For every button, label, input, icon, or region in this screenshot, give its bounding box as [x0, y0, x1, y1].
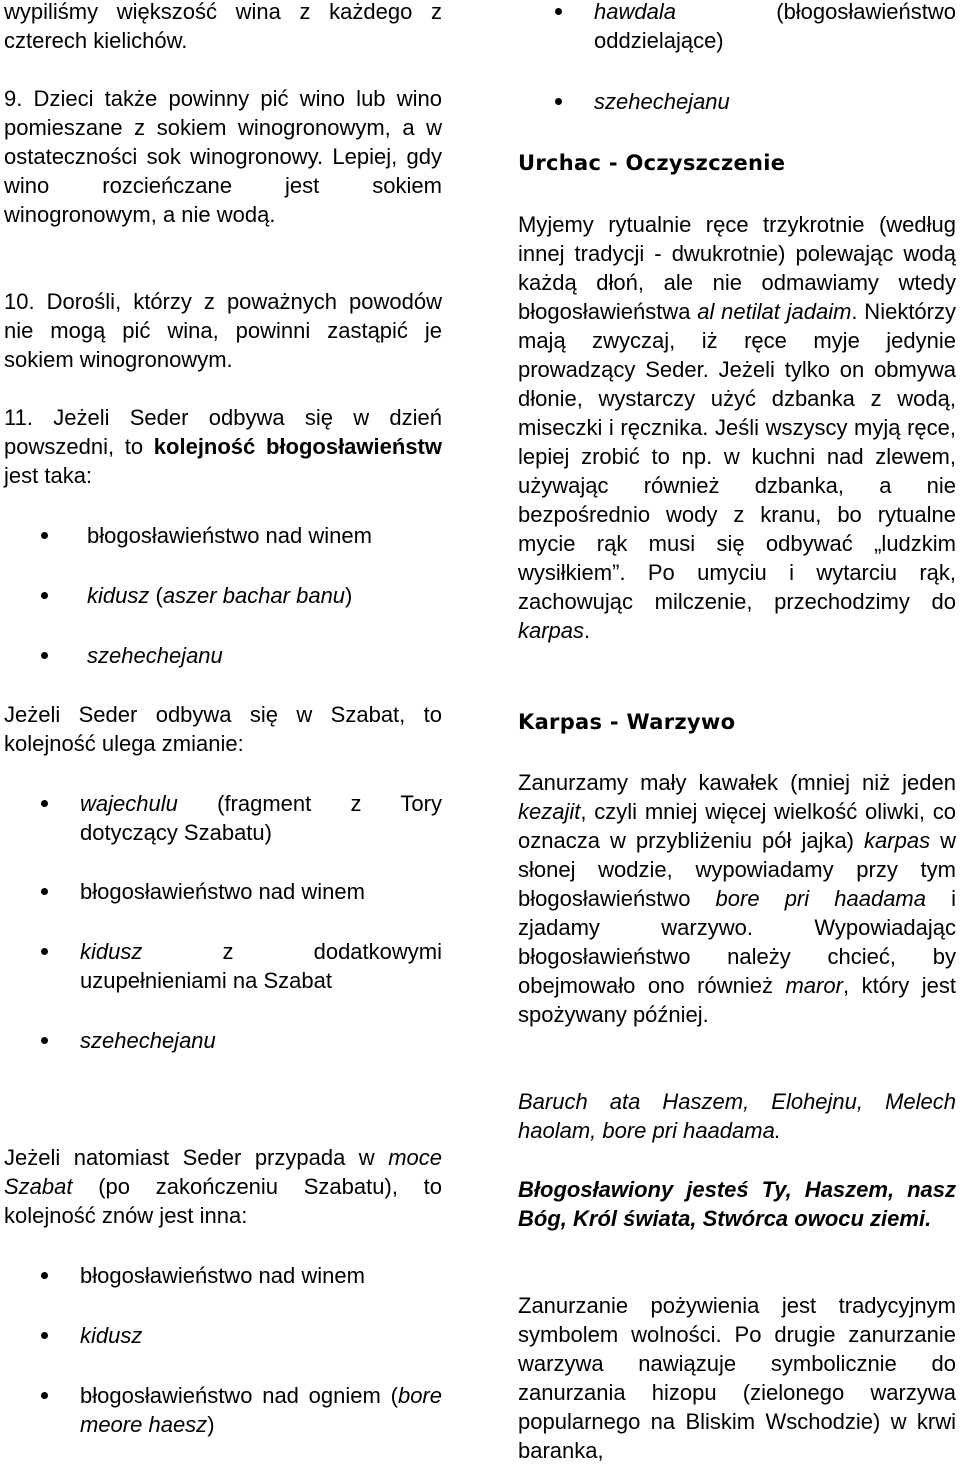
text-run: al netilat jadaim — [697, 299, 852, 324]
text-run: karpas — [864, 828, 931, 853]
text-run: kidusz — [80, 1323, 143, 1348]
text-run: (błogosławieństwo oddzielające) — [594, 0, 956, 53]
text-run: z dodatkowymi uzupełnieniami na Szabat — [80, 939, 442, 993]
paragraph-rule-10 — [4, 287, 442, 374]
text-run: Zanurzanie pożywienia jest tradycyjnym symbolem wolności. Po drugie zanurzanie warzywa nawiązuje symbolicznie do zanurzania hizopu (zielonego warzywa popularnego na Bliskim Wschodzie) w krwi baranka, — [518, 1293, 956, 1463]
text-run: błogosławieństwo nad ogniem ( — [80, 1383, 398, 1408]
text-run: 11. Jeżeli Seder odbywa się w dzień powszedni, to — [4, 405, 442, 459]
paragraph-rule-9 — [4, 84, 442, 229]
text-run: jest taka: — [4, 463, 93, 488]
text-run: szehechejanu — [80, 1028, 216, 1053]
text-run: kidusz — [80, 939, 143, 964]
list-item-weekday-3 — [4, 641, 442, 670]
text-run: w słonej wodzie, wypowiadamy przy tym błogosławieństwo — [518, 828, 957, 911]
list-item-shabbat-2 — [4, 877, 442, 906]
text-run: . — [584, 618, 591, 643]
list-item-shabbat-1 — [4, 789, 442, 847]
text-run: ) — [345, 583, 353, 608]
blessing-polish — [518, 1175, 956, 1233]
paragraph-dipping — [518, 1291, 956, 1465]
text-run: 9. Dzieci także powinny pić wino lub wino pomieszane z sokiem winogronowym, a w ostateczności sok winogronowy. Lepiej, gdy wino rozcieńczane jest sokiem winogronowym, a nie wodą. — [4, 86, 442, 227]
text-run: Błogosławiony jesteś Ty, Haszem, nasz Bóg, Król świata, Stwórca owocu ziemi. — [518, 1177, 956, 1231]
text-run: ( — [149, 583, 163, 608]
blessing-hebrew — [518, 1087, 956, 1145]
text-run: szehechejanu — [87, 643, 223, 668]
text-run: Myjemy rytualnie ręce trzykrotnie (według innej tradycji - dwukrotnie) polewając wodą każdą dłoń, ale nie odmawiamy wtedy błogosławieństwa — [518, 212, 956, 324]
text-run: Karpas - Warzywo — [518, 710, 736, 734]
text-run: szehechejanu — [594, 89, 730, 114]
section-heading-karpas — [518, 708, 956, 737]
text-run: i zjadamy warzywo. Wypowiadając błogosławieństwo należy chcieć, by obejmowało ono również — [518, 886, 956, 998]
paragraph-rule-11 — [4, 403, 442, 490]
text-run: ) — [207, 1412, 215, 1437]
text-run: wypiliśmy większość wina z każdego z czterech kielichów. — [4, 0, 442, 53]
paragraph-wine-cups — [4, 0, 442, 55]
paragraph-urchac — [518, 210, 956, 645]
text-run: wajechulu — [80, 791, 178, 816]
list-item-motzei-4 — [518, 0, 956, 55]
text-run: (fragment z Tory dotyczący Szabatu) — [80, 791, 442, 845]
text-run: bore meore haesz — [80, 1383, 442, 1437]
text-run: bore pri haadama — [715, 886, 926, 911]
text-run: Jeżeli Seder odbywa się w Szabat, to kolejność ulega zmianie: — [4, 702, 442, 756]
text-run: . Niektórzy mają zwyczaj, iż ręce myje jedynie prowadzący Seder. Jeżeli tylko on obmywa dłonie, wystarczy użyć dzbanka z wodą, miseczki i ręcznika. Jeśli wszyscy myją ręce, lepiej zrobić to np. w kuchni nad zlewem, używając również dzbanka, a nie bezpośrednio wody z kranu, bo rytualne mycie rąk musi się odbywać „ludzkim wysiłkiem”. Po umyciu i wytarciu rąk, zachowując milczenie, przechodzimy do — [518, 299, 956, 614]
text-run: kolejność błogosławieństw — [153, 434, 442, 459]
list-item-shabbat-4 — [4, 1026, 442, 1055]
text-run: 10. Dorośli, którzy z poważnych powodów nie mogą pić wina, powinni zastąpić je sokiem winogronowym. — [4, 289, 442, 372]
list-item-weekday-1 — [4, 521, 442, 550]
list-item-motzei-2 — [4, 1321, 442, 1350]
text-run: , który jest spożywany później. — [518, 973, 956, 1027]
text-run: moce Szabat — [4, 1145, 442, 1199]
text-run: maror — [785, 973, 843, 998]
text-run: aszer bachar banu — [162, 583, 346, 608]
text-run: Zanurzamy mały kawałek (mniej niż jeden — [518, 770, 956, 795]
text-run: Urchac - Oczyszczenie — [518, 151, 786, 175]
section-heading-urchac — [518, 149, 956, 178]
list-item-motzei-1 — [4, 1261, 442, 1290]
text-run: kidusz — [87, 583, 150, 608]
text-run: błogosławieństwo nad winem — [80, 1263, 365, 1288]
list-item-weekday-2 — [4, 581, 442, 610]
text-run: , czyli mniej więcej wielkość oliwki, co oznacza w przybliżeniu pół jajka) — [518, 799, 956, 853]
list-item-motzei-3 — [4, 1381, 442, 1439]
paragraph-motzei-shabbat — [4, 1143, 442, 1230]
text-run: Baruch ata Haszem, Elohejnu, Melech haolam, bore pri haadama. — [518, 1089, 956, 1143]
paragraph-shabbat-order — [4, 700, 442, 758]
text-run: hawdala — [594, 0, 676, 24]
list-item-motzei-5 — [518, 87, 956, 116]
text-run: Jeżeli natomiast Seder przypada w — [4, 1145, 389, 1170]
text-run: karpas — [518, 618, 585, 643]
text-run: kezajit — [518, 799, 581, 824]
text-run: błogosławieństwo nad winem — [87, 523, 372, 548]
text-run: błogosławieństwo nad winem — [80, 879, 365, 904]
paragraph-karpas — [518, 768, 956, 1029]
list-item-shabbat-3 — [4, 937, 442, 995]
text-run: (po zakończeniu Szabatu), to kolejność znów jest inna: — [4, 1174, 442, 1228]
